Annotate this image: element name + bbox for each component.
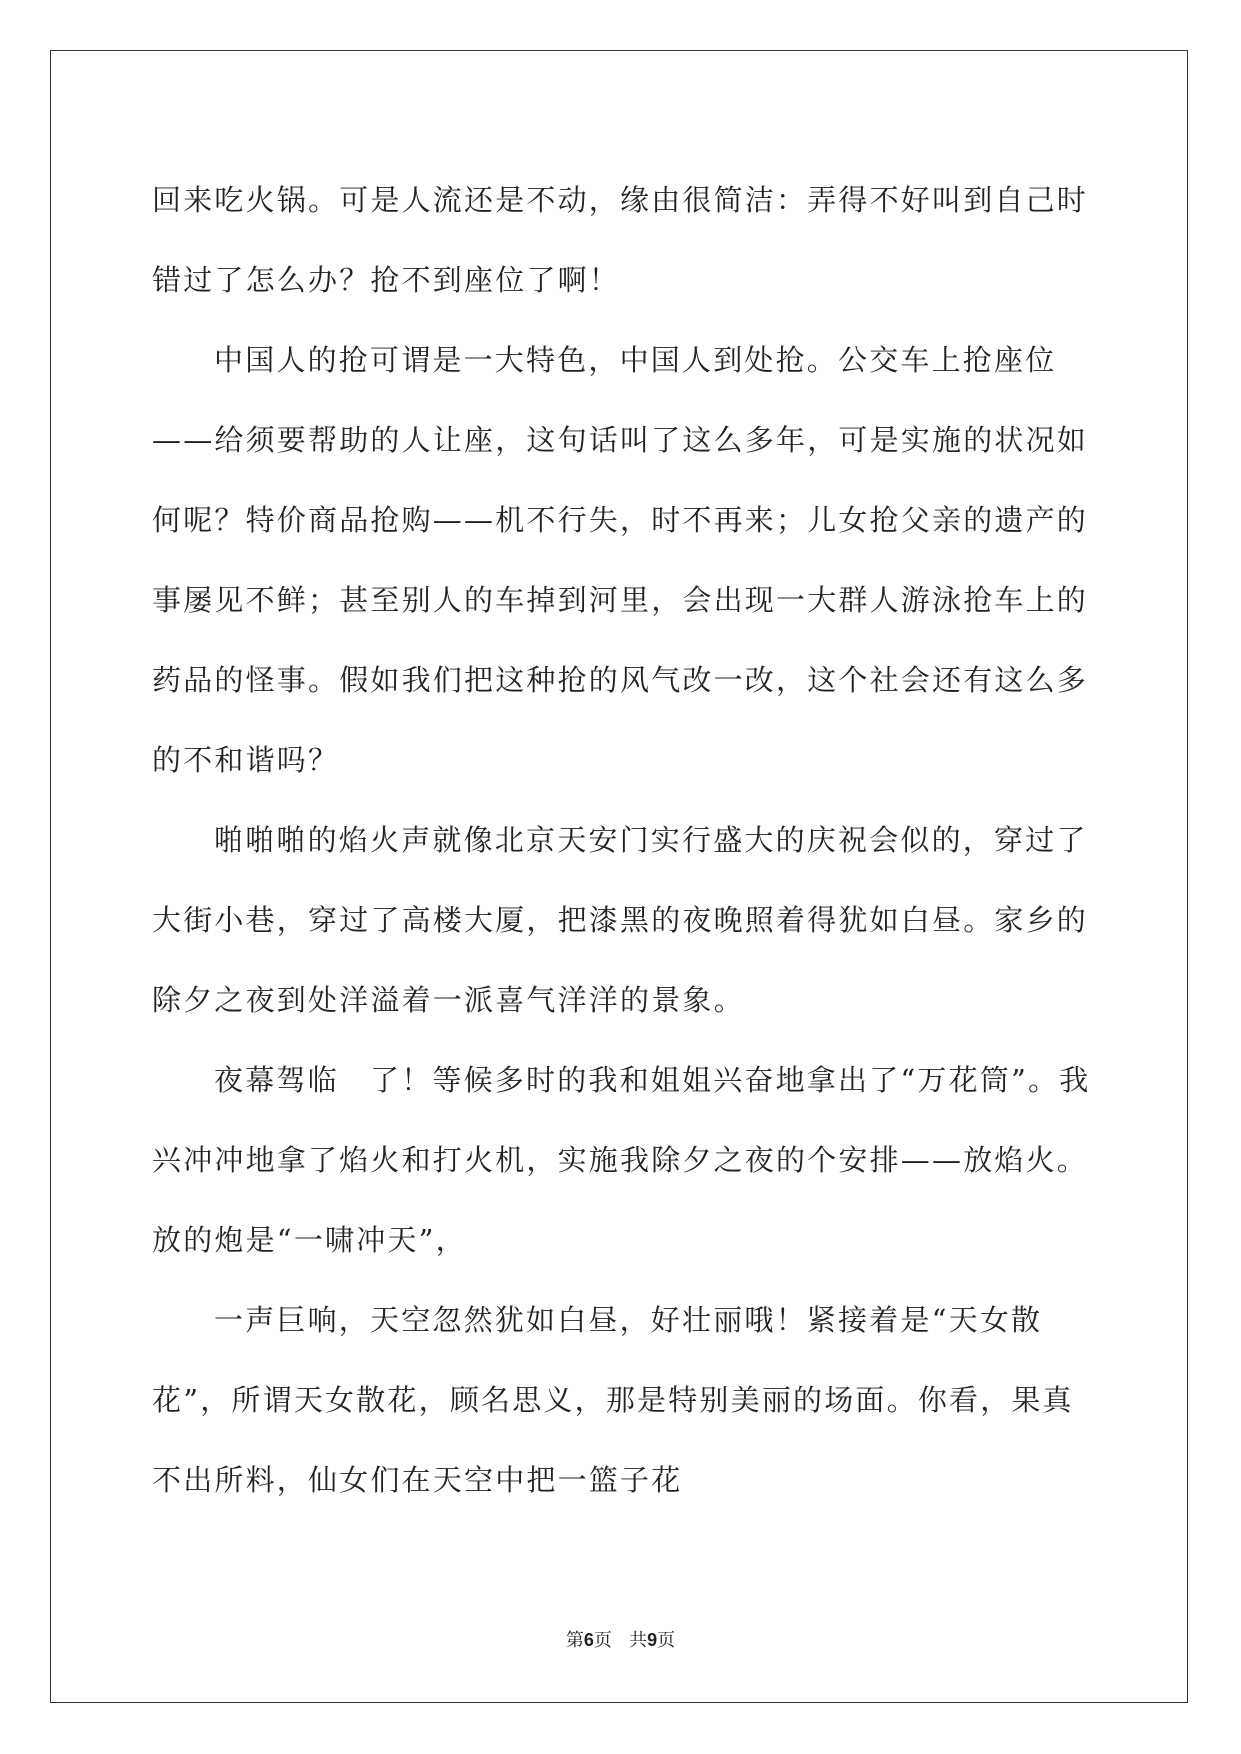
- page-prefix: 第: [565, 1630, 584, 1651]
- paragraph-3: 啪啪啪的焰火声就像北京天安门实行盛大的庆祝会似的，穿过了大街小巷，穿过了高楼大厦，把漆黑的夜晚照着得犹如白昼。家乡的除夕之夜到处洋溢着一派喜气洋洋的景象。: [152, 823, 1089, 1017]
- page-suffix: 页: [657, 1630, 676, 1651]
- paragraph-5: 一声巨响，天空忽然犹如白昼，好壮丽哦！紧接着是“天女散花”，所谓天女散花，顾名思义，那是特别美丽的场面。你看，果真不出所料，仙女们在天空中把一篮子花: [152, 1303, 1074, 1497]
- paragraph-4: 夜幕驾临 了！等候多时的我和姐姐兴奋地拿出了“万花筒”。我兴冲冲地拿了焰火和打火机，实施我除夕之夜的个安排——放焰火。放的炮是“一啸冲天”，: [152, 1063, 1091, 1257]
- paragraph-2: 中国人的抢可谓是一大特色，中国人到处抢。公交车上抢座位——给须要帮助的人让座，这句话叫了这么多年，可是实施的状况如何呢？特价商品抢购——机不行失，时不再来；儿女抢父亲的遗产的事屡见不鲜；甚至别人的车掉到河里，会出现一大群人游泳抢车上的药品的怪事。假如我们把这种抢的风气改一改，这个社会还有这么多的不和谐吗？: [152, 343, 1089, 777]
- page-number-footer: [0, 1626, 1241, 1652]
- page-total: 9: [647, 1630, 658, 1650]
- document-body: [152, 160, 1092, 1520]
- paragraph-1: 回来吃火锅。可是人流还是不动，缘由很简洁：弄得不好叫到自己时错过了怎么办？抢不到座位了啊！: [152, 183, 1089, 297]
- page-mid: 页 共: [593, 1630, 648, 1651]
- page-current: 6: [583, 1630, 594, 1650]
